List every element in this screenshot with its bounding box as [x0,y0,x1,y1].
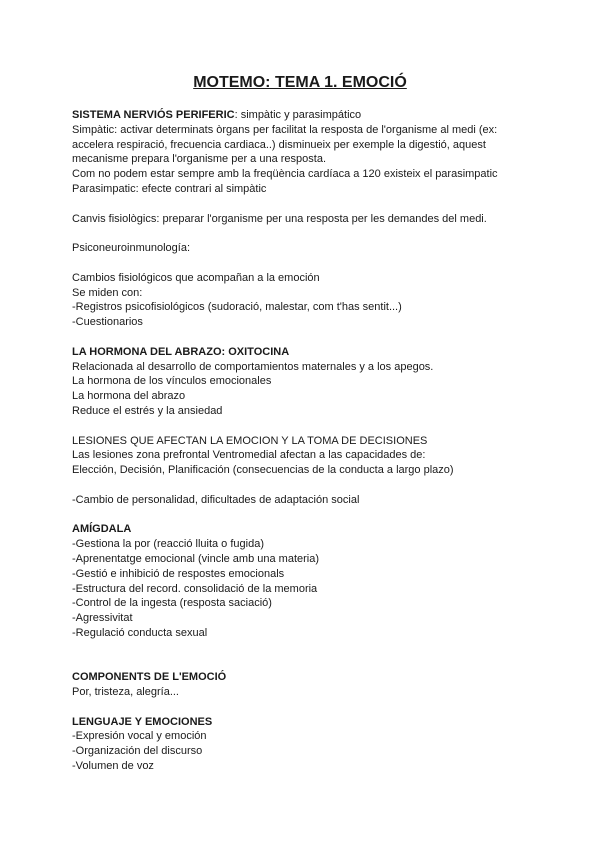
cambios-line: -Cuestionarios [72,316,143,329]
snp-line: Parasimpatic: efecte contrari al simpàtic [72,182,267,195]
document-body [72,108,542,774]
amigdala-line: -Control de la ingesta (resposta saciació) [72,597,272,610]
oxitocina-line: La hormona del abrazo [72,390,186,403]
oxitocina-line: Reduce el estrés y la ansiedad [72,404,223,417]
snp-line: Simpàtic: activar determinats òrgans per facilitat la resposta de l'organisme al medi (ex: [72,123,498,136]
snp-heading-tail: : simpàtic y parasimpático [234,109,362,121]
cambios-line: -Registros psicofisiológicos (sudoració, malestar, com t'has sentit...) [72,301,402,314]
lesiones-line: Las lesiones zona prefrontal Ventromedial afectan a las capacidades de: [72,449,426,462]
lenguaje-line: -Volumen de voz [72,760,154,773]
snp-heading-line [72,108,542,123]
lenguaje-line: -Organización del discurso [72,745,203,758]
lesiones-line: Elección, Decisión, Planificación (consecuencias de la conducta a largo plazo) [72,464,454,477]
components-heading: COMPONENTS DE L'EMOCIÓ [72,671,227,684]
amigdala-heading: AMÍGDALA [72,523,132,536]
snp-line: accelera respiració, frecuencia cardiaca..) disminueix per exemple la digestió, aquest [72,138,486,151]
lenguaje-line: -Expresión vocal y emoción [72,730,207,743]
snp-line: Com no podem estar sempre amb la freqüència cardíaca a 120 existeix el parasimpatic [72,168,498,181]
amigdala-line: -Regulació conducta sexual [72,626,208,639]
snp-heading: SISTEMA NERVIÓS PERIFERIC [72,109,235,121]
components-line: Por, tristeza, alegría... [72,686,179,699]
psico-line: Psiconeuroinmunología: [72,242,191,255]
document-title: MOTEMO: TEMA 1. EMOCIÓ [193,74,407,91]
cambios-line: Se miden con: [72,286,143,299]
amigdala-line: -Agressivitat [72,612,133,625]
cambios-line: Cambios fisiológicos que acompañan a la emoción [72,271,320,284]
lenguaje-heading: LENGUAJE Y EMOCIONES [72,715,213,728]
canvis-line: Canvis fisiològics: preparar l'organisme per una resposta per les demandes del medi. [72,212,487,225]
amigdala-line: -Estructura del record. consolidació de la memoria [72,582,318,595]
snp-line: mecanisme prepara l'organisme per a una resposta. [72,153,327,166]
lesiones-extra: -Cambio de personalidad, dificultades de adaptación social [72,493,360,506]
lesiones-heading: LESIONES QUE AFECTAN LA EMOCION Y LA TOMA DE DECISIONES [72,434,428,447]
oxitocina-line: Relacionada al desarrollo de comportamientos maternales y a los apegos. [72,360,434,373]
oxitocina-line: La hormona de los vínculos emocionales [72,375,272,388]
amigdala-line: -Aprenentatge emocional (vincle amb una materia) [72,552,320,565]
amigdala-line: -Gestió e inhibició de respostes emocionals [72,567,285,580]
oxitocina-heading: LA HORMONA DEL ABRAZO: OXITOCINA [72,345,290,358]
amigdala-line: -Gestiona la por (reacció lluita o fugida) [72,538,264,551]
